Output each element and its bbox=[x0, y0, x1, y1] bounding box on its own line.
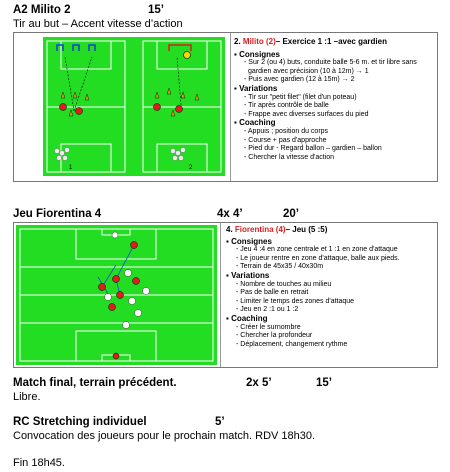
pitch-label-1: 1 bbox=[69, 165, 73, 171]
exercise-title-2: 4. Fiorentina (4)– Jeu (5 :5) bbox=[226, 225, 328, 234]
exercise-description-2 bbox=[226, 226, 436, 349]
coaching-heading-1: ▪ Coaching bbox=[234, 118, 276, 128]
consigne-item: gardien avec précision (10 à 12m) → 1 bbox=[248, 67, 369, 75]
section-2-duration: 20’ bbox=[283, 208, 299, 220]
exercise-panel-1 bbox=[13, 32, 438, 182]
consigne-item: - Puis avec gardien (12 à 15m) → 2 bbox=[244, 76, 355, 84]
section-4-title: RC Stretching individuel bbox=[13, 416, 147, 428]
exercise-name-2: Fiorentina (4) bbox=[234, 225, 286, 234]
panel-divider-2 bbox=[220, 223, 221, 367]
consigne-item: - Le joueur rentre en zone d'attaque, balle aux pieds. bbox=[236, 254, 400, 262]
section-1-subtitle: Tir au but – Accent vitesse d’action bbox=[13, 18, 183, 30]
variations-heading-1: ▪ Variations bbox=[234, 83, 278, 93]
end-time: Fin 18h45. bbox=[13, 457, 65, 469]
section-1-title: A2 Milito 2 bbox=[13, 4, 71, 16]
coaching-item: - Appuis ; position du corps bbox=[244, 127, 329, 135]
variation-item: - Limiter le temps des zones d'attaque bbox=[236, 297, 355, 305]
consignes-heading-2: ▪ Consignes bbox=[226, 236, 272, 246]
coaching-item: - Créer le surnombre bbox=[236, 323, 301, 331]
coaching-item: - Chercher la vitesse d'action bbox=[244, 153, 335, 161]
variation-item: - Pas de balle en retrait bbox=[236, 289, 309, 297]
variation-item: - Jeu en 2 :1 ou 1 :2 bbox=[236, 306, 299, 314]
section-4-duration: 5’ bbox=[215, 416, 225, 428]
section-3-title: Match final, terrain précédent. bbox=[13, 377, 177, 389]
section-3-text: Libre. bbox=[13, 391, 41, 403]
exercise-title-1: 2. Milito (2)– Exercice 1 :1 –avec gardien bbox=[234, 37, 387, 46]
section-2-title: Jeu Fiorentina 4 bbox=[13, 208, 102, 220]
coaching-item: - Chercher la profondeur bbox=[236, 332, 313, 340]
pitch-drawing-1 bbox=[43, 37, 225, 176]
coaching-item: - Déplacement, changement rythme bbox=[236, 340, 348, 348]
section-4-text: Convocation des joueurs pour le prochain match. RDV 18h30. bbox=[13, 430, 316, 442]
section-1-duration: 15’ bbox=[148, 4, 164, 16]
consigne-item: - Sur 2 (ou 4) buts, conduite balle 5-6 m. et tir libre sans bbox=[244, 59, 417, 67]
coaching-item: - Pied dur - Regard ballon – gardien – ballon bbox=[244, 145, 382, 153]
pitch-diagram-2 bbox=[16, 225, 217, 365]
consigne-item: - Jeu 4 :4 en zone centrale et 1 :1 en zone d'attaque bbox=[236, 246, 398, 254]
section-3-duration: 15’ bbox=[316, 377, 332, 389]
variation-item: - Frappe avec diverses surfaces du pied bbox=[244, 110, 369, 118]
consigne-item: - Terrain de 45x35 / 40x30m bbox=[236, 263, 324, 271]
exercise-name-1: Milito (2) bbox=[242, 37, 276, 46]
variation-item: - Tir sur "petit filet" (filet d'un poteau) bbox=[244, 93, 357, 101]
variation-item: - Nombre de touches au milieu bbox=[236, 280, 332, 288]
section-2-reps: 4x 4’ bbox=[217, 208, 243, 220]
panel-divider-1 bbox=[230, 33, 231, 181]
variation-item: - Tir après contrôle de balle bbox=[244, 102, 329, 110]
variations-heading-2: ▪ Variations bbox=[226, 270, 270, 280]
section-3-reps: 2x 5’ bbox=[246, 377, 272, 389]
exercise-description-1 bbox=[234, 38, 436, 162]
consignes-heading-1: ▪ Consignes bbox=[234, 49, 280, 59]
pitch-diagram-1 bbox=[43, 37, 225, 176]
exercise-panel-2 bbox=[13, 222, 438, 368]
pitch-drawing-2 bbox=[16, 225, 217, 365]
coaching-item: - Course + pas d'approche bbox=[244, 136, 327, 144]
coaching-heading-2: ▪ Coaching bbox=[226, 313, 268, 323]
pitch-label-2: 2 bbox=[189, 165, 193, 171]
